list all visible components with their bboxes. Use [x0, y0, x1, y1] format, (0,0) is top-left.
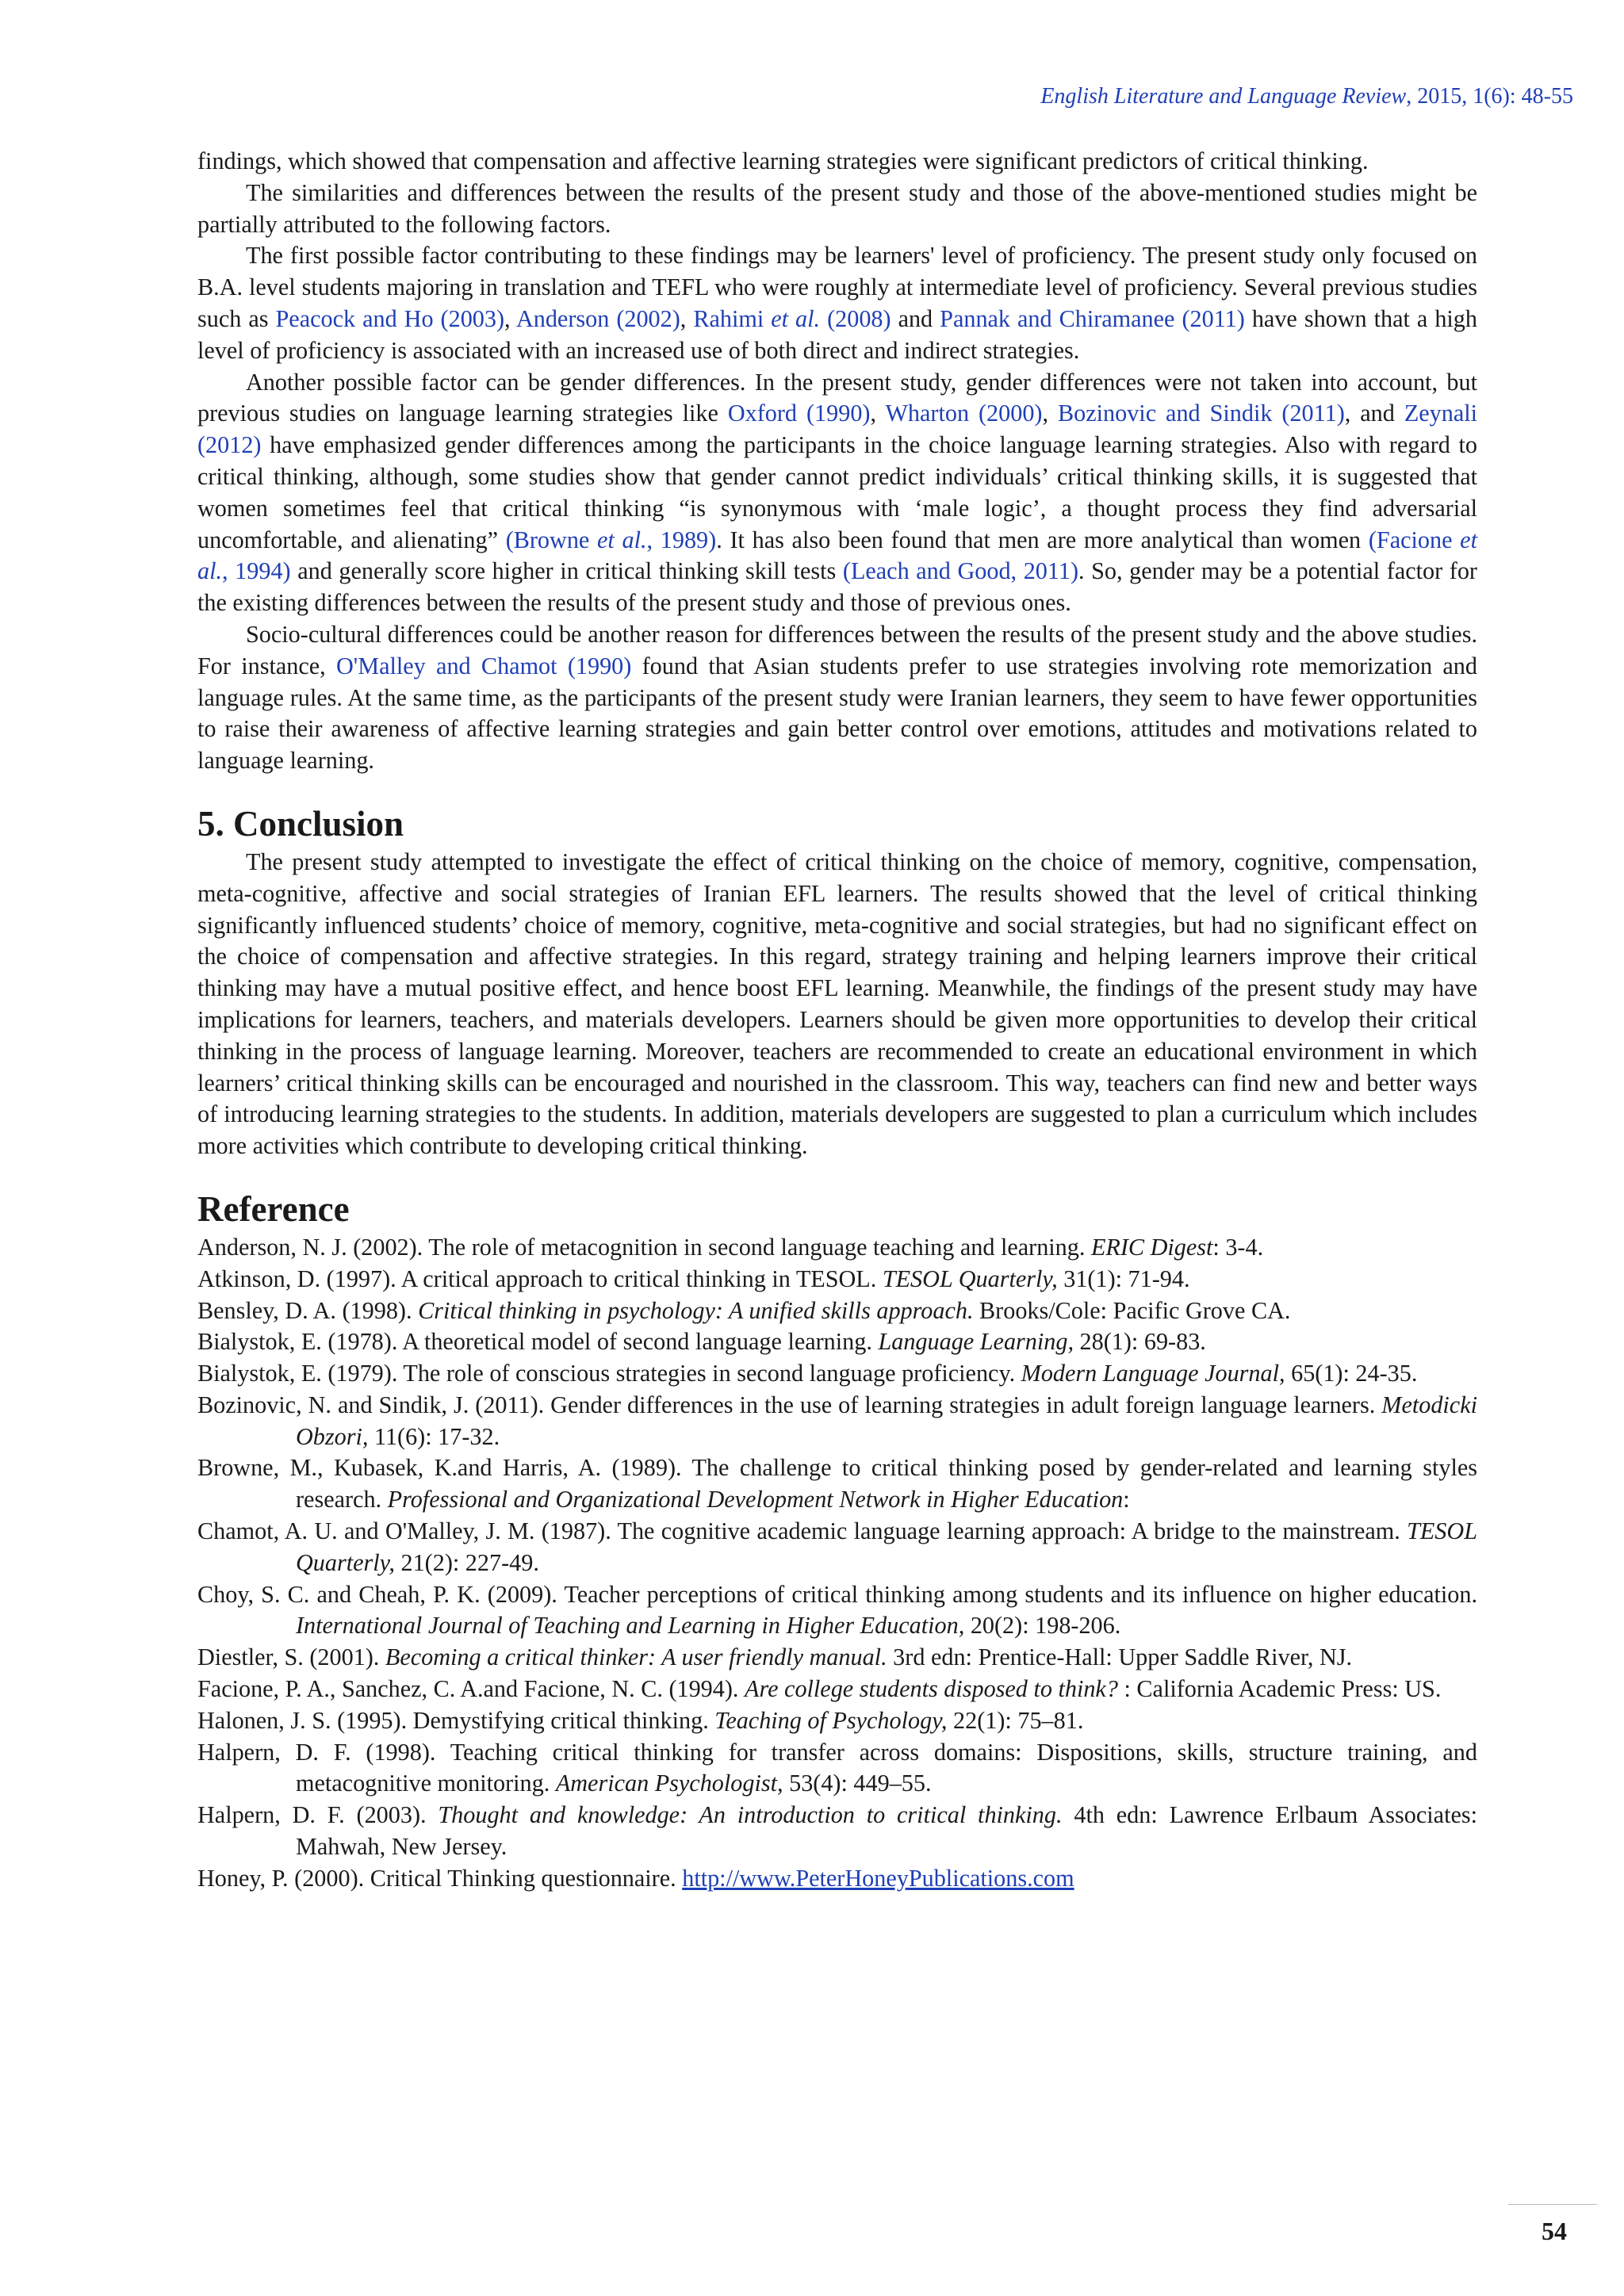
- ref-text: :: [1123, 1486, 1130, 1513]
- citation-part: et al.: [771, 304, 821, 332]
- section-heading-reference: Reference: [197, 1188, 350, 1229]
- text-run: Socio-cultural differences could be another reason for differences between the results of the present study and the above studies. For instance,: [197, 620, 1477, 679]
- text-run: ,: [504, 304, 516, 332]
- text-run: and generally score higher in critical thinking skill tests: [290, 557, 843, 585]
- reference-item: [197, 1516, 1477, 1579]
- reference-item: [197, 1737, 1477, 1800]
- text-run: have shown that a high level of proficiency is associated with an increased use of both direct and indirect strategies.: [197, 304, 1477, 364]
- ref-source: American Psychologist,: [555, 1770, 783, 1797]
- ref-text: Brooks/Cole: Pacific Grove CA.: [973, 1296, 1291, 1324]
- citation-part: , 1994): [222, 557, 291, 585]
- ref-source: Language Learning,: [878, 1328, 1074, 1356]
- ref-text: Halpern, D. F. (2003).: [197, 1801, 439, 1829]
- text-run: The first possible factor contributing to these findings may be learners' level of proficiency. The present study only focused on B.A. level students majoring in translation and TEFL who were roughly at intermediate level of proficiency. Several previous studies such as: [197, 242, 1477, 332]
- ref-text: Bozinovic, N. and Sindik, J. (2011). Gender differences in the use of learning strategies in adult foreign language learners.: [197, 1391, 1382, 1418]
- ref-text: Chamot, A. U. and O'Malley, J. M. (1987). The cognitive academic language learning approach: A bridge to the mainstream.: [197, 1517, 1408, 1545]
- ref-text: 3rd edn: Prentice-Hall: Upper Saddle River, NJ.: [887, 1644, 1353, 1671]
- ref-source: TESOL Quarterly,: [296, 1517, 1477, 1576]
- section-heading-conclusion: 5. Conclusion: [197, 803, 404, 844]
- ref-source: Critical thinking in psychology: A unified skills approach.: [418, 1296, 974, 1324]
- citation-part: (2008): [820, 304, 891, 332]
- citation-part: et al.: [597, 526, 647, 553]
- ref-text: Facione, P. A., Sanchez, C. A.and Facione, N. C. (1994).: [197, 1675, 745, 1703]
- reference-item: [197, 1452, 1477, 1516]
- citation-part: et al.: [197, 526, 1477, 585]
- footer-divider: [1508, 2204, 1597, 2205]
- citation-link[interactable]: Bozinovic and Sindik (2011): [1058, 400, 1345, 427]
- reference-item: [197, 1863, 1477, 1895]
- running-header: [1040, 84, 1573, 109]
- ref-text: 20(2): 198-206.: [964, 1612, 1121, 1640]
- reference-item: [197, 1642, 1477, 1674]
- ref-text: : 3-4.: [1212, 1233, 1264, 1261]
- citation-link[interactable]: Wharton (2000): [885, 400, 1043, 427]
- ref-source: Modern Language Journal,: [1021, 1360, 1285, 1387]
- ref-text: Bialystok, E. (1979). The role of conscious strategies in second language proficiency.: [197, 1360, 1021, 1387]
- ref-text: 11(6): 17-32.: [368, 1422, 500, 1450]
- citation-part: , 1989): [646, 526, 717, 553]
- reference-item: [197, 1326, 1477, 1358]
- ref-text: 21(2): 227-49.: [394, 1548, 539, 1576]
- ref-source: Thought and knowledge: An introduction to critical thinking.: [438, 1801, 1063, 1829]
- citation-link[interactable]: Peacock and Ho (2003): [275, 304, 505, 332]
- citation-link[interactable]: Pannak and Chiramanee (2011): [940, 304, 1245, 332]
- reference-item: [197, 1232, 1477, 1264]
- text-run: Another possible factor can be gender differences. In the present study, gender differences were not taken into account, but previous studies on language learning strategies like: [197, 368, 1477, 427]
- text-run: ,: [1042, 400, 1059, 427]
- journal-details: , 2015, 1(6): 48-55: [1406, 84, 1573, 109]
- ref-text: 22(1): 75–81.: [947, 1706, 1084, 1734]
- ref-source: Teaching of Psychology,: [714, 1706, 948, 1734]
- text-run: . It has also been found that men are more analytical than women: [716, 526, 1369, 553]
- ref-text: Anderson, N. J. (2002). The role of metacognition in second language teaching and learning.: [197, 1233, 1091, 1261]
- ref-text: 31(1): 71-94.: [1057, 1265, 1190, 1292]
- ref-text: Atkinson, D. (1997). A critical approach to critical thinking in TESOL.: [197, 1265, 883, 1292]
- ref-text: Browne, M., Kubasek, K.and Harris, A. (1989). The challenge to critical thinking posed by gender-related and learning styles research.: [197, 1454, 1477, 1513]
- ref-text: Bialystok, E. (1978). A theoretical model of second language learning.: [197, 1328, 879, 1356]
- text-run: ,: [680, 304, 694, 332]
- ref-source: Metodicki Obzori,: [296, 1391, 1477, 1450]
- paragraph-conclusion: The present study attempted to investigate the effect of critical thinking on the choice of memory, cognitive, compensation, meta-cognitive, affective and social strategies of Iranian EFL learners. The results showed that the level of critical thinking significantly influenced students’ choice of memory, cognitive, meta-cognitive and social strategies, but had no significant effect on the choice of compensation and affective strategies. In this regard, strategy training and helping learners improve their critical thinking may have a mutual positive effect, and hence boost EFL learning. Meanwhile, the findings of the present study may have implications for learners, teachers, and materials developers. Learners should be given more opportunities to develop their critical thinking in the process of language learning. Moreover, teachers are recommended to create an educational environment in which learners’ critical thinking skills can be encouraged and nourished in the classroom. This way, teachers can find new and better ways of introducing learning strategies to the students. In addition, materials developers are suggested to plan a curriculum which includes more activities which contribute to developing critical thinking.: [197, 848, 1477, 1160]
- citation-part: (Browne: [505, 526, 598, 553]
- reference-item: [197, 1579, 1477, 1643]
- text-run: , and: [1344, 400, 1404, 427]
- reference-item: [197, 1674, 1477, 1705]
- article-body: [197, 146, 1477, 1895]
- text-run: and: [891, 304, 940, 332]
- reference-item: [197, 1705, 1477, 1737]
- citation-link[interactable]: Zeynali (2012): [197, 400, 1478, 459]
- paragraph-gender: [197, 367, 1477, 619]
- ref-source: ERIC Digest: [1090, 1233, 1213, 1261]
- reference-item: [197, 1264, 1477, 1295]
- ref-source: TESOL Quarterly,: [882, 1265, 1058, 1292]
- citation-part: Rahimi: [693, 304, 772, 332]
- citation-link[interactable]: O'Malley and Chamot (1990): [336, 652, 632, 679]
- ref-text: 28(1): 69-83.: [1074, 1328, 1206, 1356]
- ref-text: Halpern, D. F. (1998). Teaching critical thinking for transfer across domains: Dispositions, skills, structure training, and metacognitive monitoring.: [197, 1738, 1477, 1797]
- ref-text: Halonen, J. S. (1995). Demystifying critical thinking.: [197, 1706, 715, 1734]
- citation-link[interactable]: (Leach and Good, 2011): [842, 557, 1078, 585]
- ref-source: International Journal of Teaching and Learning in Higher Education,: [296, 1612, 965, 1640]
- reference-item: [197, 1358, 1477, 1390]
- reference-item: [197, 1295, 1477, 1327]
- paragraph-similarities: The similarities and differences between the results of the present study and those of the above-mentioned studies might be partially attributed to the following factors.: [197, 178, 1477, 238]
- publisher-url-link[interactable]: http://www.PeterHoneyPublications.com: [682, 1864, 1074, 1892]
- text-run: . So, gender may be a potential factor for the existing differences between the results of the present study and those of previous ones.: [197, 557, 1477, 617]
- paragraph-findings: findings, which showed that compensation and affective learning strategies were significant predictors of critical thinking.: [197, 147, 1369, 174]
- text-run: have emphasized gender differences among the participants in the choice language learning strategies. Also with regard to critical thinking, although, some studies show that gender cannot predict individuals’ critical thinking skills, it is suggested that women sometimes feel that critical thinking “is synonymous with ‘male logic’, a thought process they find adversarial uncomfortable, and alienating”: [197, 431, 1477, 553]
- ref-source: Professional and Organizational Development Network in Higher Education: [387, 1486, 1124, 1513]
- ref-text: 65(1): 24-35.: [1285, 1360, 1418, 1387]
- journal-title: English Literature and Language Review: [1040, 84, 1407, 109]
- page-number: 54: [1542, 2217, 1567, 2245]
- paragraph-sociocultural: [197, 619, 1477, 777]
- ref-text: Honey, P. (2000). Critical Thinking questionnaire.: [197, 1864, 683, 1892]
- reference-list: [197, 1232, 1477, 1895]
- ref-text: Diestler, S. (2001).: [197, 1644, 385, 1671]
- ref-text: 4th edn: Lawrence Erlbaum Associates: Mahwah, New Jersey.: [296, 1801, 1477, 1861]
- paragraph-proficiency: [197, 240, 1477, 366]
- citation-link[interactable]: Anderson (2002): [515, 304, 680, 332]
- ref-source: Are college students disposed to think?: [745, 1675, 1118, 1703]
- reference-item: [197, 1800, 1477, 1863]
- ref-text: Bensley, D. A. (1998).: [197, 1296, 419, 1324]
- ref-text: 53(4): 449–55.: [783, 1770, 932, 1797]
- ref-text: Choy, S. C. and Cheah, P. K. (2009). Teacher perceptions of critical thinking among students and its influence on higher education.: [197, 1580, 1477, 1608]
- citation-link[interactable]: [693, 305, 891, 332]
- reference-item: [197, 1390, 1477, 1453]
- ref-text: : California Academic Press: US.: [1117, 1675, 1442, 1703]
- citation-part: (Facione: [1368, 526, 1461, 553]
- citation-link[interactable]: [506, 526, 717, 553]
- citation-link[interactable]: Oxford (1990): [727, 400, 871, 427]
- text-run: found that Asian students prefer to use strategies involving rote memorization and language rules. At the same time, as the participants of the present study were Iranian learners, they seem to have fewer opportunities to raise their awareness of affective learning strategies and gain better control over emotions, attitudes and motivations related to language learning.: [197, 652, 1477, 775]
- ref-source: Becoming a critical thinker: A user friendly manual.: [385, 1644, 887, 1671]
- text-run: ,: [870, 400, 886, 427]
